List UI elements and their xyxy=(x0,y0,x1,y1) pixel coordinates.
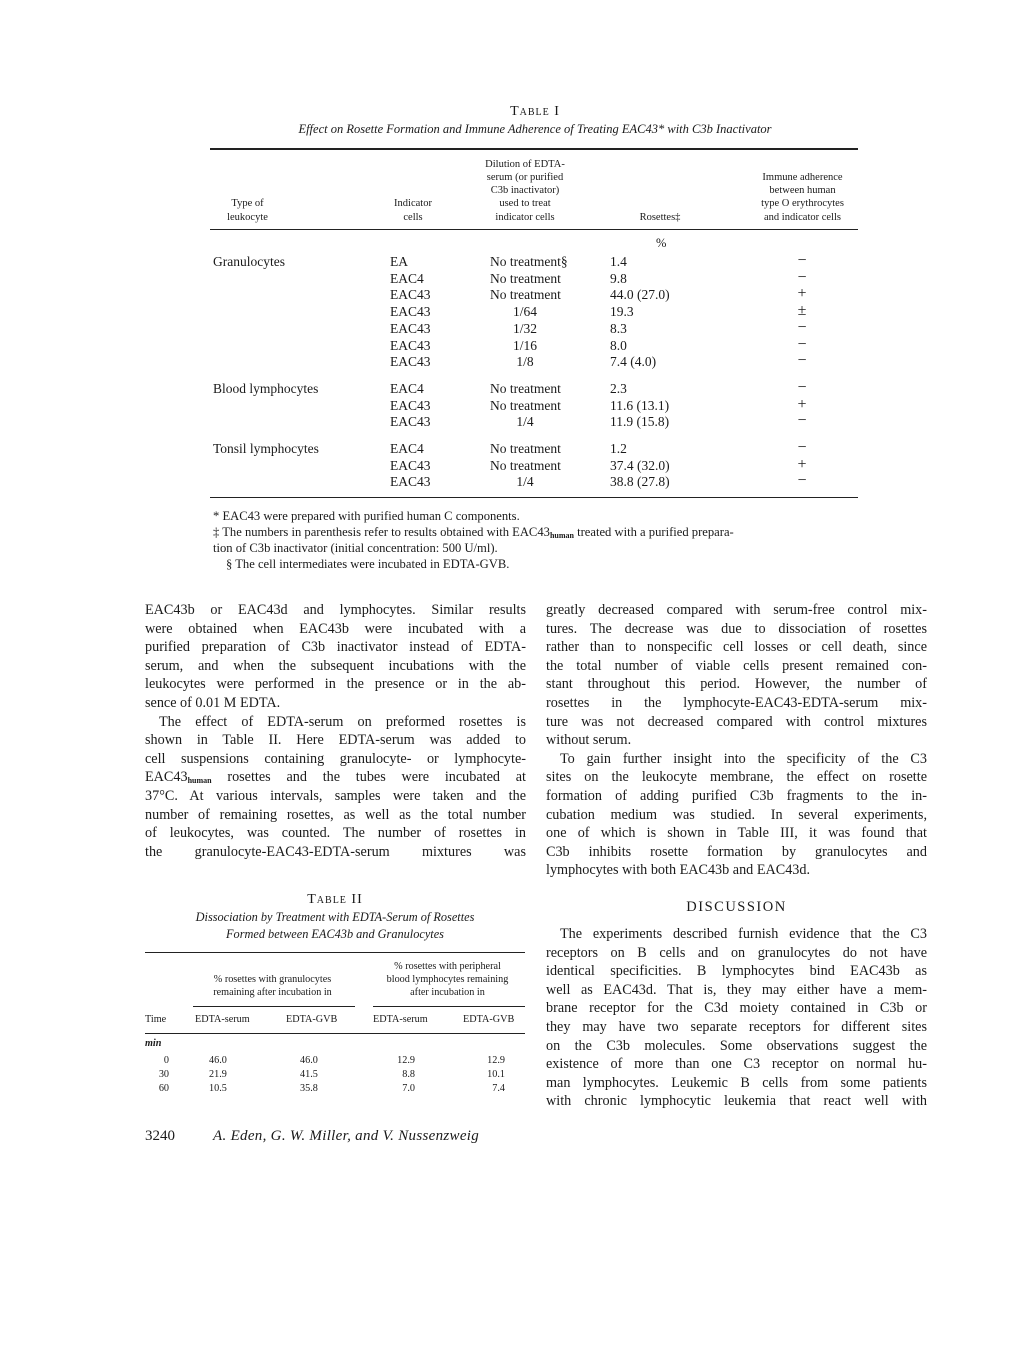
footnote-dagger-cont: tion of C3b inactivator (initial concentration: 500 U/ml). xyxy=(213,541,498,555)
rosettes: 11.6 (13.1) xyxy=(610,397,670,413)
header-line: and indicator cells xyxy=(764,211,841,223)
dilution: No treatment xyxy=(490,441,561,456)
text-line: brane receptor for the C3d moiety contained in C3b or xyxy=(546,1000,927,1017)
immune-adherence: − xyxy=(797,378,807,396)
leukocyte-type: Tonsil lymphocytes xyxy=(213,441,319,456)
text-line: EAC43b or EAC43d and lymphocytes. Similar results xyxy=(145,602,526,618)
text-line: of leukocytes, was counted. The number of rosettes in xyxy=(145,825,526,842)
immune-adherence: + xyxy=(797,285,807,303)
leukocyte-type: Granulocytes xyxy=(213,254,285,269)
immune-adherence: ± xyxy=(797,302,807,320)
dilution: 1/8 xyxy=(516,354,534,370)
table2-cell-b: 35.8 xyxy=(300,1083,318,1094)
text-line: rather than to nonspecific cell losses or cell death, since xyxy=(546,639,927,656)
indicator-cells: EAC43 xyxy=(390,287,431,303)
table1-title: Effect on Rosette Formation and Immune Adherence of Treating EAC43* with C3b Inactivator xyxy=(298,122,772,136)
table2-cell-b: 46.0 xyxy=(300,1055,318,1066)
header-line: serum (or purified xyxy=(486,171,564,183)
text-line: existence of more than one C3 receptor on normal hu- xyxy=(546,1056,927,1073)
table-row xyxy=(210,414,860,431)
indicator-cells: EAC43 xyxy=(390,320,431,336)
rosettes: 7.4 (4.0) xyxy=(610,354,657,370)
text: rosettes and the tubes were incubated at xyxy=(211,769,526,786)
text-line: leukocytes were performed in the presence or in the ab- xyxy=(145,676,526,693)
text-line: receptors on B cells and on granulocytes do not have xyxy=(546,944,927,961)
text-line: purified preparation of C3b inactivator instead of EDTA- xyxy=(145,639,526,656)
subscript: human xyxy=(187,776,212,786)
table1-header xyxy=(210,150,860,224)
rosettes: 9.8 xyxy=(610,270,627,286)
table2-cell-d: 12.9 xyxy=(487,1055,505,1066)
indicator-cells: EA xyxy=(390,254,408,269)
indicator-cells: EAC43 xyxy=(390,397,431,413)
text-line: C3b inhibits rosette formation by granulocytes and xyxy=(546,843,927,860)
table-row xyxy=(210,335,860,355)
table2-label: Table II xyxy=(307,892,363,907)
text-line: cell suspensions containing granulocyte- or lymphocyte- xyxy=(145,750,526,767)
immune-adherence: − xyxy=(797,352,807,370)
immune-adherence: − xyxy=(797,318,807,336)
text-line: were obtained when EAC43b were incubated with a xyxy=(145,620,526,637)
group-line: blood lymphocytes remaining xyxy=(386,974,509,985)
table2-cell-time: 0 xyxy=(163,1055,169,1066)
header-line: Indicator xyxy=(394,198,432,210)
table-row xyxy=(210,268,860,288)
table-row xyxy=(210,441,860,458)
table1-header-rule xyxy=(210,229,858,230)
col-gran-edta-serum: EDTA-serum xyxy=(195,1014,250,1025)
table2-group-granulocytes xyxy=(190,973,355,999)
immune-adherence: − xyxy=(797,335,807,353)
text-line: on the C3b molecules. Some observations suggest the xyxy=(546,1037,927,1054)
dilution: 1/64 xyxy=(512,304,537,320)
header-line: indicator cells xyxy=(495,211,555,223)
table-row xyxy=(210,318,860,338)
header-immune-adherence xyxy=(745,171,860,224)
table2-cell-b: 41.5 xyxy=(300,1069,318,1080)
table-row xyxy=(210,254,860,271)
header-dilution xyxy=(470,158,580,224)
text-line: To gain further insight into the specificity of the C3 xyxy=(560,750,927,767)
table2-unit: min xyxy=(145,1038,162,1049)
immune-adherence: − xyxy=(797,412,807,430)
text-line: man lymphocytes. Leukemic B cells from some patients xyxy=(546,1074,927,1091)
table2-cell-a: 10.5 xyxy=(209,1083,227,1094)
text-line: with chronic lymphocytic leukemia that react well with xyxy=(546,1093,927,1110)
header-line: leukocyte xyxy=(227,211,268,223)
header-line: C3b inactivator) xyxy=(490,185,560,197)
footnote-text: treated with a purified prepara- xyxy=(573,525,734,539)
col-gran-edta-gvb: EDTA-GVB xyxy=(286,1014,338,1025)
immune-adherence: + xyxy=(797,395,807,413)
col-lymph-edta-gvb: EDTA-GVB xyxy=(463,1014,515,1025)
col-time: Time xyxy=(145,1014,167,1025)
text-line: shown in Table II. Here EDTA-serum was added to xyxy=(145,732,526,749)
header-line: Immune adherence xyxy=(762,171,843,183)
text-line: sence of 0.01 M EDTA. xyxy=(145,695,281,711)
text-line: greatly decreased compared with serum-free control mix- xyxy=(546,602,927,618)
header-rosettes xyxy=(630,211,690,224)
col-lymph-edta-serum: EDTA-serum xyxy=(373,1014,428,1025)
table-row xyxy=(210,304,860,321)
right-column-text xyxy=(546,601,927,891)
group-line: remaining after incubation in xyxy=(213,987,332,998)
text-line: lymphocytes with both EAC43b and EAC43d. xyxy=(546,862,811,879)
header-line: between human xyxy=(769,185,836,197)
dilution: No treatment xyxy=(490,457,561,473)
text-line: the granulocyte-EAC43-EDTA-serum mixtures was xyxy=(145,843,526,860)
table1-label: Table I xyxy=(510,104,560,119)
text-line: formation of adding purified C3b fragments to the in- xyxy=(546,788,927,804)
indicator-cells: EAC4 xyxy=(390,380,424,396)
dilution: No treatment xyxy=(490,270,561,286)
rosettes: 8.3 xyxy=(610,320,627,336)
header-indicator xyxy=(378,197,448,224)
indicator-cells: EAC43 xyxy=(390,457,431,473)
running-authors: A. Eden, G. W. Miller, and V. Nussenzweig xyxy=(213,1128,480,1144)
table2-cell-time: 30 xyxy=(158,1069,169,1080)
dilution: 1/32 xyxy=(512,320,537,336)
group-line: after incubation in xyxy=(410,987,485,998)
text-line: cubation medium was studied. In several experiments, xyxy=(546,806,927,823)
text-line: stant throughout this period. However, the number of xyxy=(546,676,927,693)
rosettes: 1.2 xyxy=(610,441,627,456)
indicator-cells: EAC4 xyxy=(390,270,424,286)
rosettes: 37.4 (32.0) xyxy=(610,457,670,473)
table2-title-1: Dissociation by Treatment with EDTA-Serum of Rosettes xyxy=(195,910,475,924)
header-type xyxy=(210,197,285,224)
text-line: number of remaining rosettes, as well as the total number xyxy=(145,806,526,823)
header-line: Dilution of EDTA- xyxy=(485,158,565,170)
table2-cell-a: 46.0 xyxy=(209,1055,227,1066)
dilution: No treatment xyxy=(490,287,561,303)
table-row xyxy=(210,395,860,415)
table2-cell-c: 12.9 xyxy=(397,1055,415,1066)
text-line: identical specificities. B lymphocytes bind EAC43b as xyxy=(546,963,927,980)
table2-cell-a: 21.9 xyxy=(209,1069,227,1080)
table-row xyxy=(210,287,860,304)
text-line: tures. The decrease was due to dissociation of rosettes xyxy=(546,620,927,637)
table-row xyxy=(210,354,860,371)
group-line: % rosettes with peripheral xyxy=(394,961,501,972)
table2-cell-c: 7.0 xyxy=(402,1083,415,1094)
header-line: used to treat xyxy=(499,198,551,210)
text-line: The experiments described furnish evidence that the C3 xyxy=(560,926,927,942)
footnote-subscript: human xyxy=(549,531,574,540)
table2-title-2: Formed between EAC43b and Granulocytes xyxy=(226,927,444,941)
group-line: % rosettes with granulocytes xyxy=(213,974,332,985)
discussion-text xyxy=(546,925,927,1115)
dilution: No treatment§ xyxy=(490,254,568,269)
text-line: the total number of viable cells present remained con- xyxy=(546,657,927,674)
text-line: ture was not decreased compared with control mixtures xyxy=(546,713,927,730)
dilution: 1/16 xyxy=(512,337,537,353)
indicator-cells: EAC4 xyxy=(390,441,424,456)
page-number: 3240 xyxy=(145,1128,175,1144)
header-line: type O erythrocytes xyxy=(761,198,844,210)
immune-adherence: − xyxy=(797,268,807,286)
footnote-star: * EAC43 were prepared with purified human C components. xyxy=(213,509,520,523)
dilution: 1/4 xyxy=(516,414,534,430)
table1-body xyxy=(210,254,860,494)
text-line xyxy=(145,768,526,786)
left-column-text xyxy=(145,601,526,871)
rosettes: 19.3 xyxy=(610,304,634,320)
table1-unit: % xyxy=(656,236,667,250)
indicator-cells: EAC43 xyxy=(390,354,431,370)
table2 xyxy=(145,955,525,1105)
indicator-cells: EAC43 xyxy=(390,474,431,490)
rosettes: 38.8 (27.8) xyxy=(610,474,670,490)
rosettes: 11.9 (15.8) xyxy=(610,414,670,430)
immune-adherence: − xyxy=(797,472,807,490)
table2-cell-time: 60 xyxy=(158,1083,169,1094)
text-line: well as EAC43d. That is, they may either have a mem- xyxy=(546,981,927,998)
immune-adherence: − xyxy=(797,252,807,269)
immune-adherence: + xyxy=(797,455,807,473)
table2-cell-d: 7.4 xyxy=(492,1083,505,1094)
rosettes: 1.4 xyxy=(610,254,627,269)
text-line: rosettes in the lymphocyte-EAC43-EDTA-serum mix- xyxy=(546,695,927,711)
indicator-cells: EAC43 xyxy=(390,414,431,430)
group-rule xyxy=(373,1006,525,1007)
text-line: 37°C. At various intervals, samples were taken and the xyxy=(145,788,526,804)
dilution: No treatment xyxy=(490,380,561,396)
table2-top-rule xyxy=(145,952,525,953)
text: EAC43 xyxy=(145,769,188,786)
table2-cell-c: 8.8 xyxy=(402,1069,415,1080)
discussion-heading: DISCUSSION xyxy=(686,899,787,915)
dilution: 1/4 xyxy=(516,474,534,490)
table2-group-lymphocytes xyxy=(370,960,525,999)
text-line: they may have two separate receptors for different sites xyxy=(546,1019,927,1035)
table1-bottom-rule xyxy=(210,497,858,498)
immune-adherence: − xyxy=(797,439,807,456)
table-row xyxy=(210,455,860,475)
indicator-cells: EAC43 xyxy=(390,337,431,353)
group-rule xyxy=(193,1006,355,1007)
leukocyte-type: Blood lymphocytes xyxy=(213,380,319,396)
footnote-section: § The cell intermediates were incubated in EDTA-GVB. xyxy=(226,557,510,571)
footnote-text: ‡ The numbers in parenthesis refer to results obtained with EAC43 xyxy=(213,525,550,539)
table-row xyxy=(210,474,860,491)
header-line: cells xyxy=(403,211,423,223)
text-line: The effect of EDTA-serum on preformed rosettes is xyxy=(159,713,526,730)
header-line: Rosettes‡ xyxy=(639,211,681,223)
text-line: one of which is shown in Table III, it was found that xyxy=(546,825,927,842)
text-line: sites on the leukocyte membrane, the effect on rosette xyxy=(546,769,927,786)
indicator-cells: EAC43 xyxy=(390,304,431,320)
rosettes: 44.0 (27.0) xyxy=(610,287,670,303)
table-row xyxy=(210,378,860,398)
header-line: Type of xyxy=(231,198,264,210)
table2-header-rule xyxy=(145,1033,525,1034)
dilution: No treatment xyxy=(490,397,561,413)
rosettes: 2.3 xyxy=(610,380,627,396)
table2-cell-d: 10.1 xyxy=(487,1069,505,1080)
text-line: serum, and when the subsequent incubations with the xyxy=(145,657,526,674)
text-line: without serum. xyxy=(546,732,632,749)
rosettes: 8.0 xyxy=(610,337,627,353)
